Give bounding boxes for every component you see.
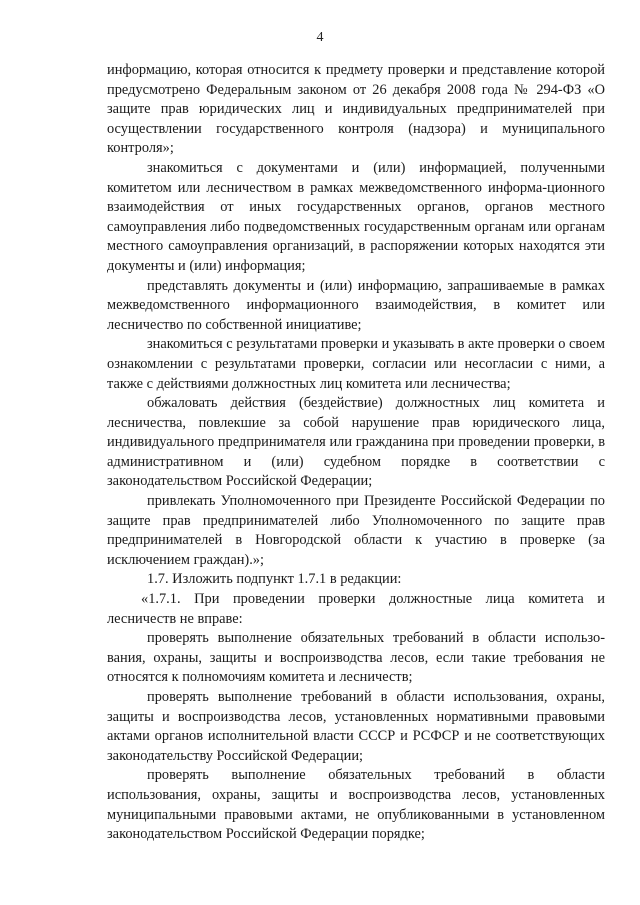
paragraph: 1.7. Изложить подпункт 1.7.1 в редакции: [147,571,402,588]
paragraph: проверять выполнение требований в области использования, охраны, защиты и воспроизводства лесов, установленных нормативными правовыми актами органов исполнительной власти СССР и РСФСР и не соответствующих законодательству Российской Федерации; [107,689,605,764]
paragraph: обжаловать действия (бездействие) должностных лиц комитета и лесничества, повлекшие за собой нарушение прав юридического лица, индивидуального предпринимателя или гражданина при проведении проверки, в административном и (или) судебном порядке в соответствии с законодательством Российской Федерации; [107,395,605,490]
paragraph: привлекать Уполномоченного при Президенте Российской Федерации по защите прав предпринимателей либо Уполномоченного по защите прав предпринимателей в Новгородской области к участию в проверке (за исключением граждан).»; [107,493,605,568]
paragraph: знакомиться с документами и (или) информацией, полученными комитетом или лесничеством в рамках межведомственного информа-ционного взаимодействия от иных государственных органов, органов местного самоуправления либо подведомственных государственным органам или органам местного самоуправления организаций, в распоряжении которых находятся эти документы и (или) информация; [107,159,605,274]
paragraph: информацию, которая относится к предмету проверки и представление которой предусмотрено Федеральным законом от 26 декабря 2008 года № 294-ФЗ «О защите прав юридических лиц и индивидуальных предпринимателей при осуществлении государственного контроля (надзора) и муниципального контроля»; [107,62,605,157]
paragraph: «1.7.1. При проведении проверки должностные лица комитета и лесничеств не вправе: [107,591,605,627]
document-body [107,61,605,845]
page-number: 4 [316,30,324,45]
paragraph: проверять выполнение обязательных требований в области использо-вания, охраны, защиты и воспроизводства лесов, если такие требования не относятся к полномочиям комитета и лесничеств; [107,630,605,686]
paragraph: представлять документы и (или) информацию, запрашиваемые в рамках межведомственного информационного взаимодействия, в комитет или лесничество по собственной инициативе; [107,277,605,333]
paragraph: знакомиться с результатами проверки и указывать в акте проверки о своем ознакомлении с результатами проверки, согласии или несогласии с ними, а также с действиями должностных лиц комитета или лесничества; [107,336,605,392]
paragraph: проверять выполнение обязательных требований в области использования, охраны, защиты и воспроизводства лесов, установленных муниципальными правовыми актами, не опубликованными в установленном законодательством Российской Федерации порядке; [107,767,605,843]
